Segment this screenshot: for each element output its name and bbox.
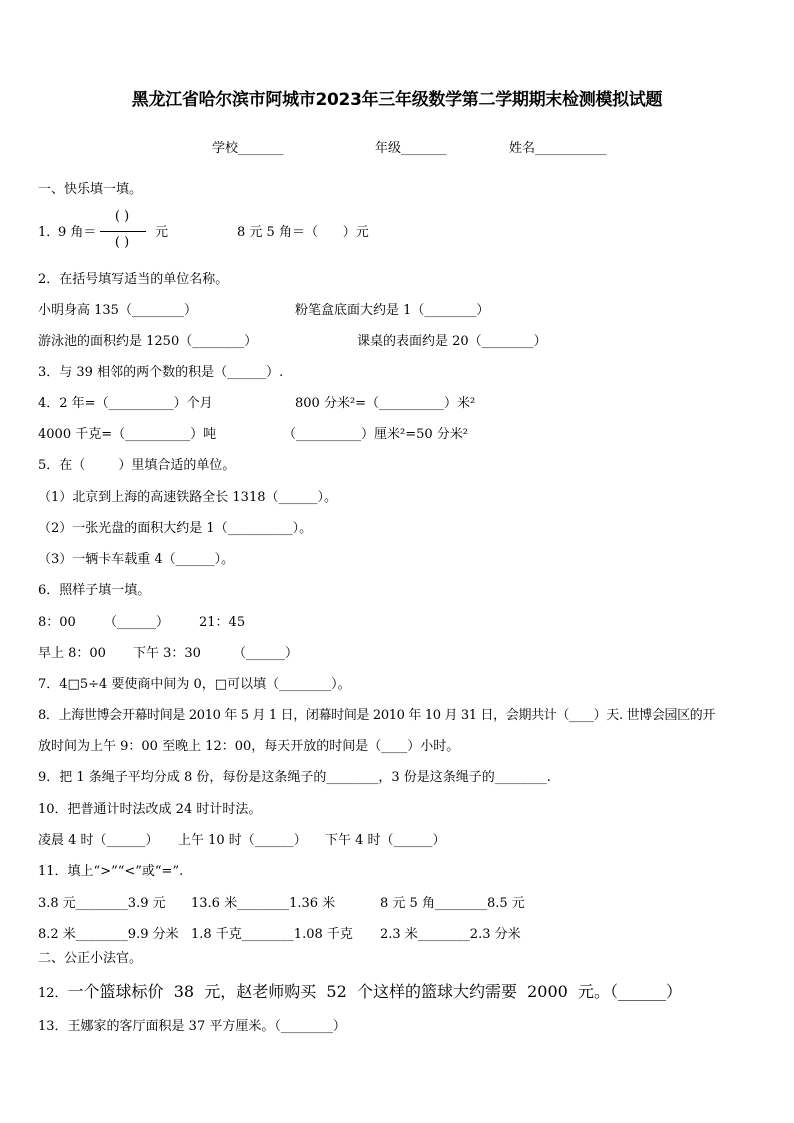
question-number: 1． — [38, 225, 60, 240]
answer-blank[interactable]: （______） — [233, 646, 299, 661]
question-item: （2）一张光盘的面积大约是 1（__________）。 — [38, 521, 313, 536]
section-heading: 一、快乐填一填。 — [38, 182, 143, 197]
question-item: （3）一辆卡车载重 4（______）。 — [38, 552, 235, 567]
question-12 — [38, 982, 682, 1004]
question-item: 小明身高 135（________） — [38, 303, 197, 318]
question-item: 凌晨 4 时（______） — [38, 833, 159, 848]
question-item: 粉笔盒底面大约是 1（________） — [295, 303, 490, 318]
question-text: 放时间为上午 9：00 至晚上 12：00，每天开放的时间是（____）小时。 — [38, 739, 460, 754]
question-text: 9 角＝ — [58, 225, 97, 240]
question-item: （1）北京到上海的高速铁路全长 1318（______）。 — [38, 490, 337, 505]
question-item: 4000 千克=（__________）吨 — [38, 427, 217, 442]
question-item: 4．2 年=（__________）个月 — [38, 396, 213, 411]
question-item: 13.6 米________1.36 米 — [191, 896, 336, 911]
question-text: 8．上海世博会开幕时间是 2010 年 5 月 1 日，闭幕时间是 2010 年 10 月 31 日，会期共计（____）天. 世博会园区的开 — [38, 708, 716, 723]
question-text: 7．4□5÷4 要使商中间为 0，□可以填（________）。 — [38, 677, 351, 692]
question-item: 下午 4 时（______） — [325, 833, 446, 848]
school-field[interactable]: 学校_______ — [212, 141, 284, 156]
question-text: 6．照样子填一填。 — [38, 583, 151, 598]
question-text: 一个篮球标价 38 元，赵老师购买 52 个这样的篮球大约需要 2000 元。（______） — [67, 982, 683, 1001]
question-item: 早上 8：00 — [38, 646, 106, 661]
question-item: 课桌的表面约是 20（________） — [357, 334, 547, 349]
name-field[interactable]: 姓名___________ — [509, 141, 607, 156]
question-text: 11．填上“>”“<”或“=”. — [38, 864, 184, 879]
question-item: 2.3 米________2.3 分米 — [380, 927, 521, 942]
question-text: 9．把 1 条绳子平均分成 8 份，每份是这条绳子的________，3 份是这条绳子的________. — [38, 770, 551, 785]
fraction-bar — [100, 231, 146, 232]
question-text: 10．把普通计时法改成 24 时计时法。 — [38, 802, 262, 817]
question-item: 8：00 — [38, 615, 76, 630]
question-item: 8.2 米________9.9 分米 — [38, 927, 179, 942]
question-text: 13．王娜家的客厅面积是 37 平方厘米。（________） — [38, 1019, 346, 1034]
question-number: 12． — [38, 986, 68, 1001]
question-item: 下午 3：30 — [133, 646, 201, 661]
fraction-blank[interactable] — [100, 209, 146, 255]
section-heading: 二、公正小法官。 — [38, 951, 143, 966]
fraction-denominator[interactable]: ( ) — [114, 235, 130, 250]
question-item: 1.8 千克________1.08 千克 — [191, 927, 353, 942]
question-item: 上午 10 时（______） — [178, 833, 307, 848]
grade-field[interactable]: 年级_______ — [375, 141, 447, 156]
question-item: 游泳池的面积约是 1250（________） — [38, 334, 258, 349]
question-item: 8 元 5 角________8.5 元 — [380, 896, 525, 911]
question-item: （__________）厘米²=50 分米² — [283, 427, 468, 442]
question-text: 3．与 39 相邻的两个数的积是（______）. — [38, 365, 284, 380]
unit-label: 元 — [155, 225, 169, 240]
question-item: 3.8 元________3.9 元 — [38, 896, 166, 911]
question-text: 5．在（ ）里填合适的单位。 — [38, 458, 236, 473]
question-text: 2．在括号填写适当的单位名称。 — [38, 272, 229, 287]
question-item: 800 分米²=（__________）米² — [295, 396, 476, 411]
fraction-numerator[interactable]: ( ) — [114, 209, 130, 224]
question-item: 21：45 — [199, 615, 246, 630]
page-title: 黑龙江省哈尔滨市阿城市2023年三年级数学第二学期期末检测模拟试题 — [131, 90, 663, 110]
question-text: 8 元 5 角＝（ ）元 — [237, 225, 369, 240]
answer-blank[interactable]: （______） — [104, 615, 170, 630]
